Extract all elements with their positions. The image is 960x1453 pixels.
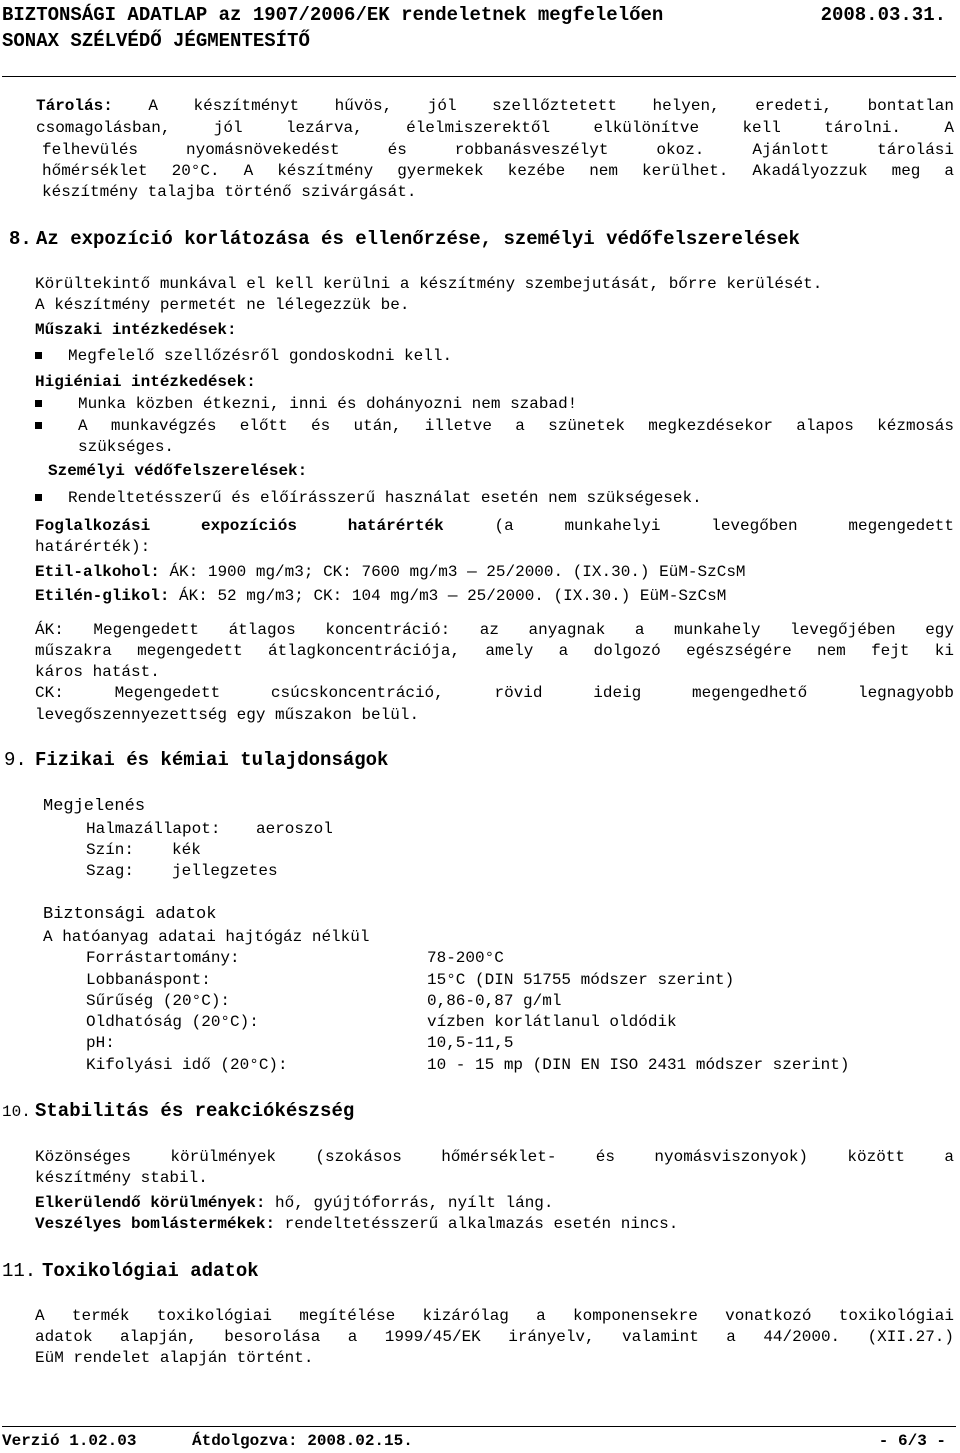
- ak-definition-line-3: káros hatást.: [35, 663, 160, 681]
- s8-intro-line-1: Körültekintő munkával el kell kerülni a készítmény szembejutását, bőrre kerülését.: [35, 275, 823, 293]
- stability-line-1: Közönséges körülmények (szokásos hőmérséklet- és nyomásviszonyok) között a: [35, 1148, 954, 1166]
- prop-value: 0,86-0,87 g/ml: [427, 992, 562, 1010]
- section-8-number: 8.: [9, 228, 32, 250]
- exposure-limit-rest: (a munkahelyi levegőben megengedett: [494, 517, 954, 535]
- hygiene-item-2: A munkavégzés előtt és után, illetve a szünetek megkezdésekor alapos kézmosás: [78, 417, 954, 435]
- technical-measures-label: Műszaki intézkedések:: [35, 321, 237, 339]
- ethylene-glycol-label: Etilén-glikol:: [35, 587, 170, 605]
- ak-definition-line-1: [35, 621, 954, 639]
- prop-label: Kifolyási idő (20°C):: [86, 1056, 288, 1074]
- hazardous-decomposition: [35, 1215, 678, 1233]
- section-11-number: 11.: [2, 1260, 37, 1282]
- ak-definition-line-2: műszakra megengedett átlagkoncentrációja, amely a dolgozó egészségére nem fejt ki: [35, 642, 954, 660]
- storage-line-5: készítmény talajba történő szivárgását.: [42, 183, 417, 201]
- ethylene-glycol-value: ÁK: 52 mg/m3; CK: 104 mg/m3 — 25/2000. (IX.30.) EüM-SzCsM: [179, 587, 727, 605]
- storage-line-2: csomagolásban, jól lezárva, élelmiszerektől elkülönítve kell tárolni. A: [36, 119, 954, 137]
- storage-line-3: felhevülés nyomásnövekedést és robbanásveszélyt okoz. Ajánlott tárolási: [42, 141, 954, 159]
- storage-line-4: hőmérséklet 20°C. A készítmény gyermekek kezébe nem kerülhet. Akadályozzuk meg a: [42, 162, 954, 180]
- storage-line-1: A készítményt hűvös, jól szellőztetett helyen, eredeti, bontatlan: [148, 97, 954, 115]
- odor-label: Szag:: [86, 862, 135, 880]
- color-value: kék: [172, 841, 201, 859]
- ak-text-1: Megengedett átlagos koncentráció: az anyagnak a munkahely levegőjében egy: [93, 621, 954, 639]
- prop-value: 10,5-11,5: [427, 1034, 514, 1052]
- color-label: Szín:: [86, 841, 135, 859]
- exposure-limit-line-1: [35, 517, 954, 535]
- footer-revised: Átdolgozva: 2008.02.15.: [192, 1432, 413, 1450]
- section-10-number: 10.: [2, 1103, 31, 1121]
- hygiene-item-2-cont: szükséges.: [78, 438, 175, 456]
- toxicology-line-2: adatok alapján, besorolása a 1999/45/EK irányelv, valamint a 44/2000. (XII.27.): [35, 1328, 954, 1346]
- exposure-limit-line-2: határérték):: [35, 538, 151, 556]
- section-11-title: Toxikológiai adatok: [42, 1260, 259, 1282]
- bullet-icon: [35, 352, 42, 359]
- footer-page-number: - 6/3 -: [878, 1432, 946, 1450]
- section-9-title: Fizikai és kémiai tulajdonságok: [35, 749, 389, 771]
- prop-value: 15°C (DIN 51755 módszer szerint): [427, 971, 735, 989]
- ethanol-label: Etil-alkohol:: [35, 563, 160, 581]
- ppe-item: Rendeltetésszerű és előírásszerű használat esetén nem szükségesek.: [68, 489, 702, 507]
- technical-measures-item: Megfelelő szellőzésről gondoskodni kell.: [68, 347, 453, 365]
- conditions-to-avoid-label: Elkerülendő körülmények:: [35, 1194, 266, 1212]
- document-title: BIZTONSÁGI ADATLAP az 1907/2006/EK rendeletnek megfelelően: [2, 4, 664, 26]
- ck-definition-line-2: levegőszennyezettség egy műszakon belül.: [35, 706, 420, 724]
- prop-value: 10 - 15 mp (DIN EN ISO 2431 módszer szerint): [427, 1056, 850, 1074]
- footer-version: Verzió 1.02.03: [2, 1432, 137, 1450]
- safety-data-subheading: A hatóanyag adatai hajtógáz nélkül: [43, 928, 370, 946]
- bullet-icon: [35, 400, 42, 407]
- bullet-icon: [35, 494, 42, 501]
- safety-data-heading: Biztonsági adatok: [43, 905, 217, 924]
- section-8-title: Az expozíció korlátozása és ellenőrzése, személyi védőfelszerelések: [36, 228, 800, 250]
- s8-intro-line-2: A készítmény permetét ne lélegezzük be.: [35, 296, 410, 314]
- ck-label: CK:: [35, 684, 64, 702]
- appearance-heading: Megjelenés: [43, 797, 146, 816]
- prop-label: Lobbanáspont:: [86, 971, 211, 989]
- storage-paragraph: [36, 97, 954, 115]
- hygiene-item-1: Munka közben étkezni, inni és dohányozni nem szabad!: [78, 395, 578, 413]
- hazardous-decomposition-label: Veszélyes bomlástermékek:: [35, 1215, 276, 1233]
- header-divider: [2, 76, 956, 77]
- toxicology-line-3: EüM rendelet alapján történt.: [35, 1349, 314, 1367]
- prop-label: Oldhatóság (20°C):: [86, 1013, 259, 1031]
- prop-label: pH:: [86, 1034, 115, 1052]
- bullet-icon: [35, 422, 42, 429]
- state-label: Halmazállapot:: [86, 820, 221, 838]
- state-value: aeroszol: [256, 820, 333, 838]
- prop-value: vízben korlátlanul oldódik: [427, 1013, 677, 1031]
- footer-divider: [2, 1426, 956, 1427]
- ethanol-value: ÁK: 1900 mg/m3; CK: 7600 mg/m3 — 25/2000. (IX.30.) EüM-SzCsM: [169, 563, 746, 581]
- prop-value: 78-200°C: [427, 949, 504, 967]
- hygiene-measures-label: Higiéniai intézkedések:: [35, 373, 256, 391]
- ak-label: ÁK:: [35, 621, 64, 639]
- hazardous-decomposition-value: rendeltetésszerű alkalmazás esetén nincs.: [284, 1215, 679, 1233]
- toxicology-line-1: A termék toxikológiai megítélése kizárólag a komponensekre vonatkozó toxikológiai: [35, 1307, 954, 1325]
- ppe-label: Személyi védőfelszerelések:: [48, 462, 308, 480]
- document-date: 2008.03.31.: [820, 4, 946, 26]
- section-10-title: Stabilitás és reakciókészség: [35, 1100, 355, 1122]
- prop-label: Forrástartomány:: [86, 949, 240, 967]
- prop-label: Sűrűség (20°C):: [86, 992, 231, 1010]
- stability-line-2: készítmény stabil.: [35, 1169, 208, 1187]
- product-name: SONAX SZÉLVÉDŐ JÉGMENTESÍTŐ: [2, 30, 310, 52]
- exposure-limit-label: Foglalkozási expozíciós határérték: [35, 517, 444, 535]
- storage-label: Tárolás:: [36, 97, 113, 115]
- ethylene-glycol-limit: [35, 587, 726, 605]
- ck-definition-line-1: [35, 684, 954, 702]
- section-9-number: 9.: [4, 749, 27, 771]
- odor-value: jellegzetes: [172, 862, 278, 880]
- ck-text-1: Megengedett csúcskoncentráció, rövid ideig megengedhető legnagyobb: [114, 684, 954, 702]
- conditions-to-avoid-value: hő, gyújtóforrás, nyílt láng.: [275, 1194, 554, 1212]
- conditions-to-avoid: [35, 1194, 554, 1212]
- ethanol-limit: [35, 563, 746, 581]
